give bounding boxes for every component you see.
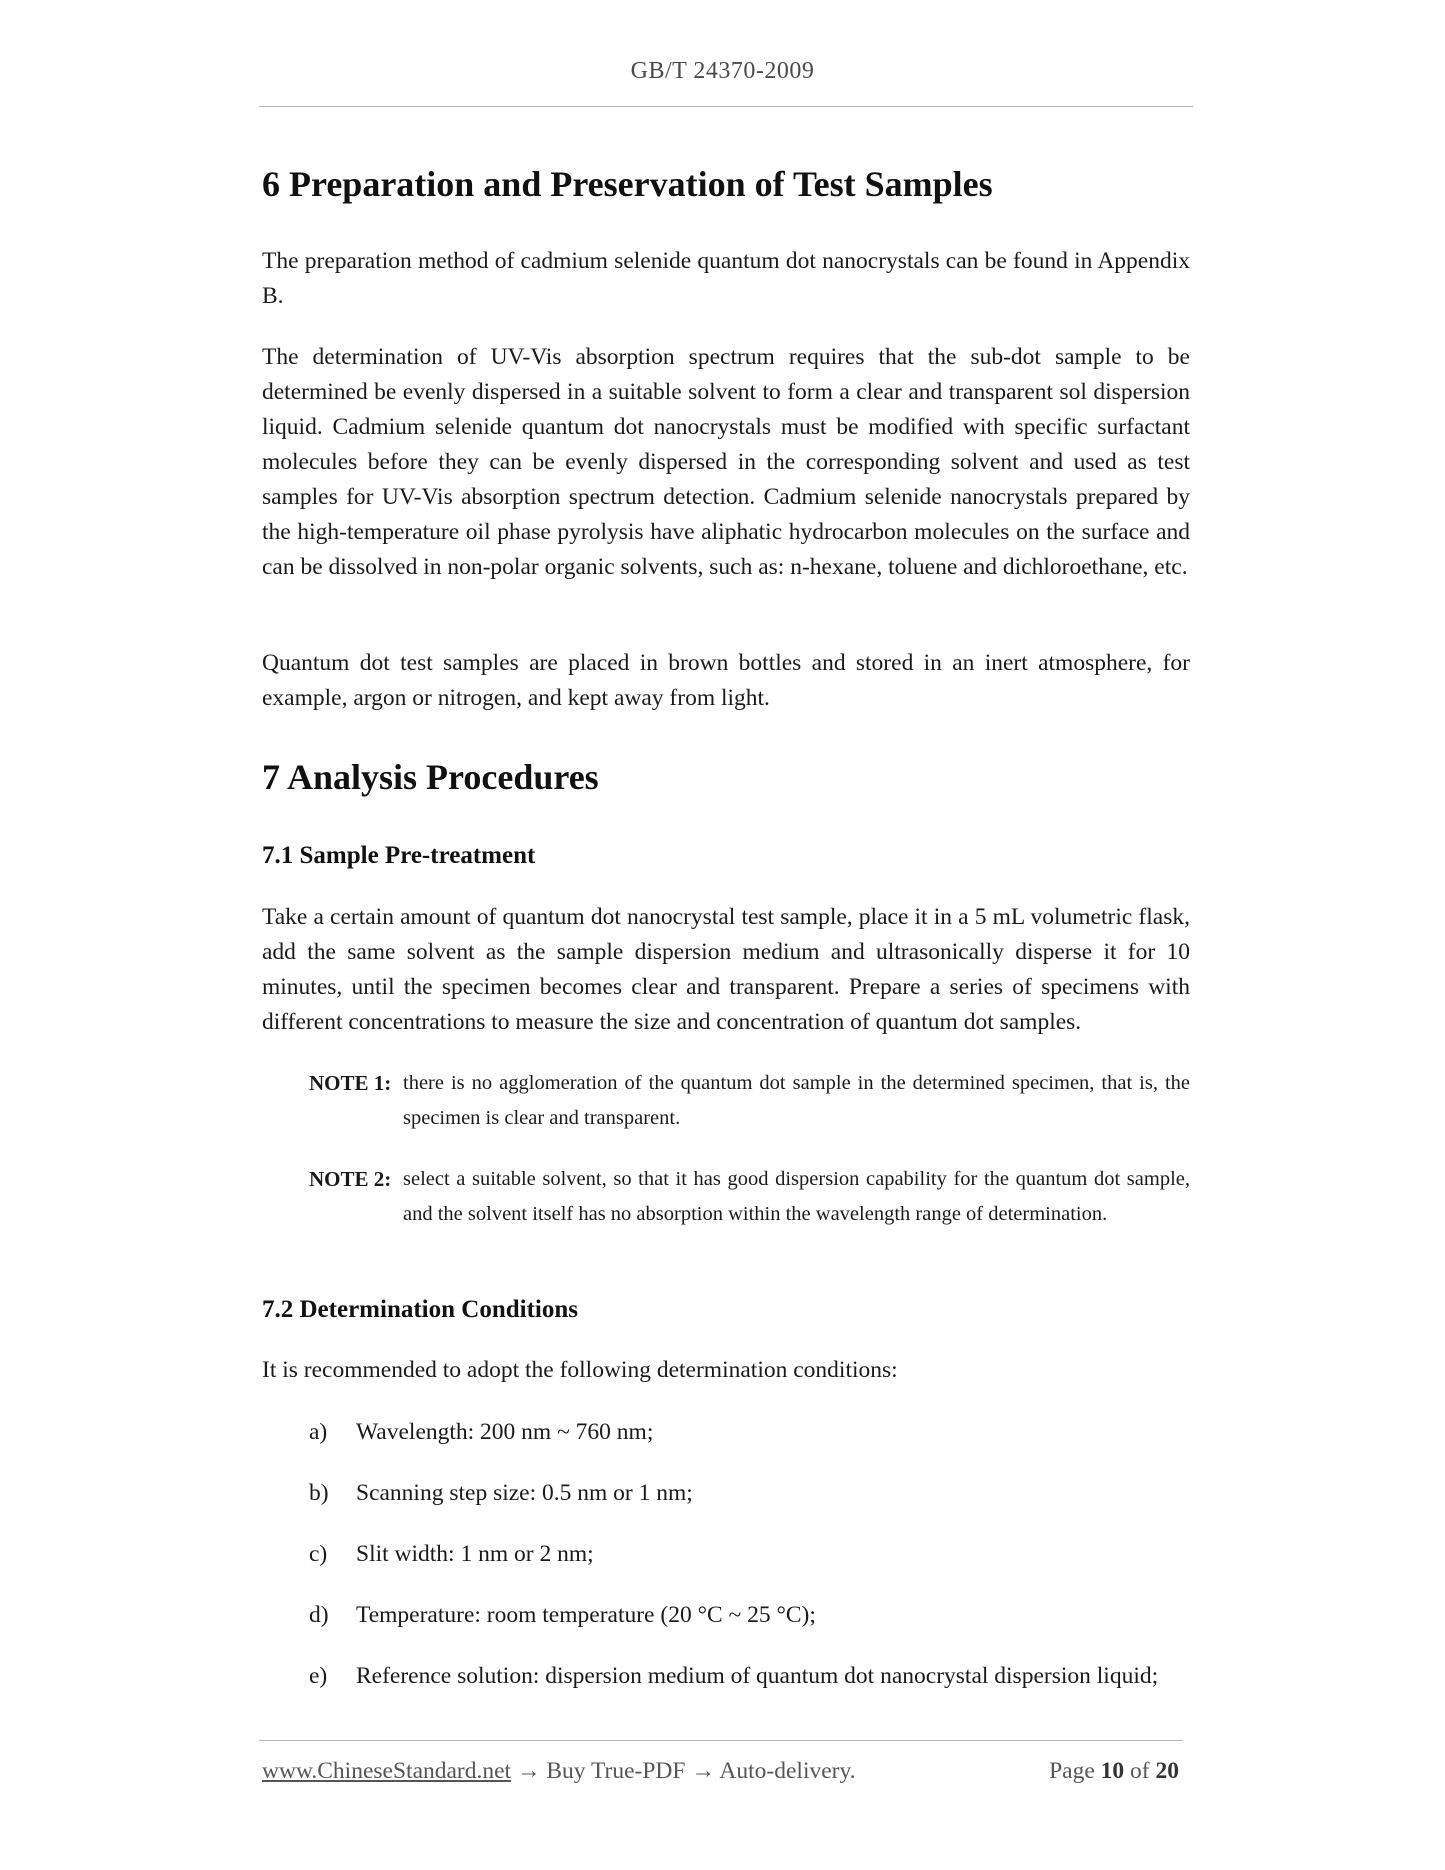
page-indicator [1049, 1758, 1179, 1785]
footer-promo [262, 1758, 856, 1785]
total-pages: 20 [1155, 1758, 1179, 1784]
note-2-text: select a suitable solvent, so that it has good dispersion capability for the quantum dot sample, and the solvent itself has no absorption within the wavelength range of determination. [403, 1168, 1190, 1225]
note-2 [309, 1162, 1190, 1232]
note-1-text: there is no agglomeration of the quantum dot sample in the determined specimen, that is, the specimen is clear and transparent. [403, 1072, 1190, 1129]
section-6-paragraph-3: Quantum dot test samples are placed in brown bottles and stored in an inert atmosphere, for example, argon or nitrogen, and kept away from light. [262, 650, 1190, 711]
list-marker: e) [309, 1663, 328, 1689]
footer-divider [259, 1740, 1183, 1741]
of-word: of [1130, 1758, 1150, 1784]
subsection-7-1-paragraph: Take a certain amount of quantum dot nanocrystal test sample, place it in a 5 mL volumetric flask, add the same solvent as the sample dispersion medium and ultrasonically disperse it for 10 minutes, until the specimen becomes clear and transparent. Prepare a series of specimens with different concentrations to measure the size and concentration of quantum dot samples. [262, 904, 1190, 1035]
note-1-label: NOTE 1: [309, 1071, 392, 1095]
list-marker: c) [309, 1541, 328, 1567]
subsection-7-1-title: 7.1 Sample Pre-treatment [262, 842, 536, 869]
standard-id-header: GB/T 24370-2009 [630, 58, 815, 84]
page-number: 10 [1100, 1758, 1125, 1784]
section-6-paragraph-1: The preparation method of cadmium selenide quantum dot nanocrystals can be found in Appendix B. [262, 248, 1190, 309]
auto-delivery-text: Auto-delivery. [719, 1758, 856, 1784]
section-7-title: 7 Analysis Procedures [262, 757, 599, 797]
condition-item-e [309, 1659, 1190, 1694]
condition-item-d [309, 1598, 1190, 1633]
list-marker: a) [309, 1419, 328, 1445]
condition-text: Reference solution: dispersion medium of quantum dot nanocrystal dispersion liquid; [356, 1663, 1159, 1689]
condition-item-b [309, 1476, 1190, 1511]
list-marker: b) [309, 1480, 329, 1506]
section-6-paragraph-2: The determination of UV-Vis absorption spectrum requires that the sub-dot sample to be determined be evenly dispersed in a suitable solvent to form a clear and transparent sol dispersion liquid. Cadmium selenide quantum dot nanocrystals must be modified with specific surfactant molecules before they can be evenly dispersed in the corresponding solvent and used as test samples for UV-Vis absorption spectrum detection. Cadmium selenide nanocrystals prepared by the high-temperature oil phase pyrolysis have aliphatic hydrocarbon molecules on the surface and can be dissolved in non-polar organic solvents, such as: n-hexane, toluene and dichloroethane, etc. [262, 344, 1190, 580]
note-1 [309, 1066, 1190, 1136]
list-marker: d) [309, 1602, 329, 1628]
note-2-label: NOTE 2: [309, 1167, 392, 1191]
header-divider [259, 106, 1193, 107]
condition-text: Temperature: room temperature (20 °C ~ 25 °C); [356, 1602, 816, 1628]
arrow-right-icon: → [691, 1758, 715, 1784]
page-word: Page [1049, 1758, 1095, 1784]
arrow-right-icon: → [516, 1758, 541, 1784]
condition-text: Scanning step size: 0.5 nm or 1 nm; [356, 1480, 693, 1506]
condition-item-c [309, 1537, 1190, 1572]
condition-text: Wavelength: 200 nm ~ 760 nm; [356, 1419, 654, 1445]
subsection-7-2-intro: It is recommended to adopt the following determination conditions: [262, 1357, 898, 1383]
condition-text: Slit width: 1 nm or 2 nm; [356, 1541, 594, 1567]
subsection-7-2-title: 7.2 Determination Conditions [262, 1296, 578, 1323]
website-link[interactable]: www.ChineseStandard.net [262, 1758, 512, 1784]
section-6-title: 6 Preparation and Preservation of Test Samples [262, 164, 993, 204]
buy-pdf-text: Buy True-PDF [546, 1758, 686, 1784]
condition-item-a [309, 1415, 1190, 1450]
